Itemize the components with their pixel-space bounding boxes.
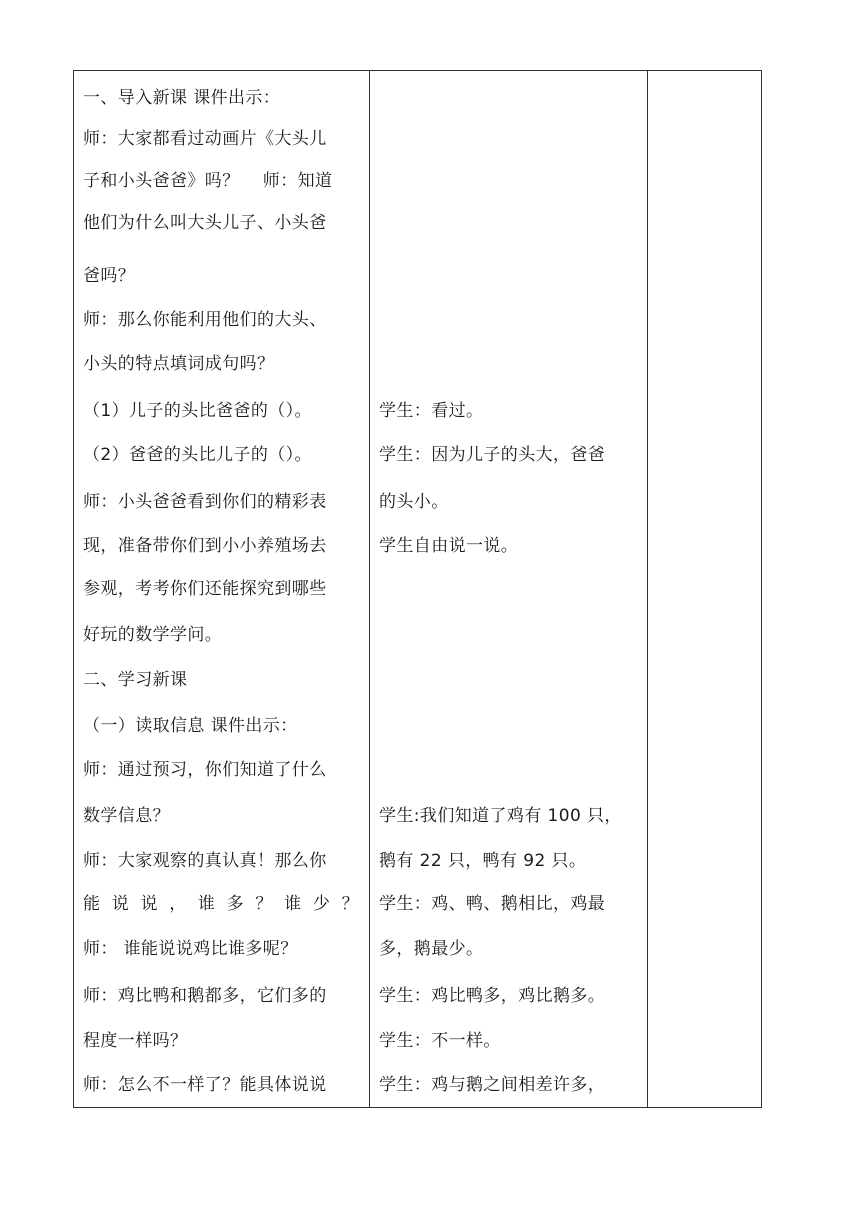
teacher-line: 他们为什么叫大头儿子、小头爸 xyxy=(83,213,327,233)
teacher-line: （2）爸爸的头比儿子的（）。 xyxy=(83,445,312,465)
teacher-line: 师：小头爸爸看到你们的精彩表 xyxy=(83,492,327,512)
teacher-line: （一）读取信息 课件出示： xyxy=(83,716,298,736)
teacher-line: 师：怎么不一样了？能具体说说 xyxy=(83,1075,327,1095)
teacher-line: 程度一样吗？ xyxy=(83,1031,188,1051)
teacher-line: 二、学习新课 xyxy=(83,670,188,690)
lesson-plan-table xyxy=(73,70,762,1108)
teacher-line: 师： 谁能说说鸡比谁多呢？ xyxy=(83,939,298,959)
teacher-line: 师：大家观察的真认真！那么你 xyxy=(83,851,327,871)
student-line: 多，鹅最少。 xyxy=(379,939,484,959)
student-line: 学生:我们知道了鸡有 100 只， xyxy=(379,806,622,826)
teacher-line: 能 说 说 ， 谁 多 ？ 谁 少 ？ xyxy=(83,894,359,914)
teacher-line: 师：通过预习，你们知道了什么 xyxy=(83,760,327,780)
teacher-line: 子和小头爸爸》吗？ 师：知道 xyxy=(83,171,333,191)
teacher-line: 师：大家都看过动画片《大头儿 xyxy=(83,129,327,149)
student-line: 学生：鸡与鹅之间相差许多， xyxy=(379,1075,606,1095)
teacher-line: 爸吗？ xyxy=(83,266,136,286)
teacher-line: 数学信息？ xyxy=(83,806,170,826)
teacher-line: 一、导入新课 课件出示： xyxy=(83,88,281,108)
student-line: 学生自由说一说。 xyxy=(379,536,519,556)
student-line: 的头小。 xyxy=(379,492,449,512)
teacher-line: （1）儿子的头比爸爸的（）。 xyxy=(83,401,312,421)
teacher-line: 师：鸡比鸭和鹅都多，它们多的 xyxy=(83,986,327,1006)
student-activity-column xyxy=(370,71,648,1107)
teacher-activity-column xyxy=(74,71,370,1107)
student-line: 学生：鸡比鸭多，鸡比鹅多。 xyxy=(379,986,606,1006)
student-line: 学生：因为儿子的头大，爸爸 xyxy=(379,445,606,465)
student-line: 学生：看过。 xyxy=(379,401,484,421)
student-line: 鹅有 22 只，鸭有 92 只。 xyxy=(379,851,587,871)
teacher-line: 现，准备带你们到小小养殖场去 xyxy=(83,536,327,556)
notes-column xyxy=(648,71,761,1107)
teacher-line: 小头的特点填词成句吗？ xyxy=(83,354,275,374)
teacher-line: 好玩的数学学问。 xyxy=(83,625,223,645)
student-line: 学生：不一样。 xyxy=(379,1031,501,1051)
teacher-line: 师：那么你能利用他们的大头、 xyxy=(83,310,327,330)
teacher-line: 参观，考考你们还能探究到哪些 xyxy=(83,579,327,599)
student-line: 学生：鸡、鸭、鹅相比，鸡最 xyxy=(379,894,606,914)
